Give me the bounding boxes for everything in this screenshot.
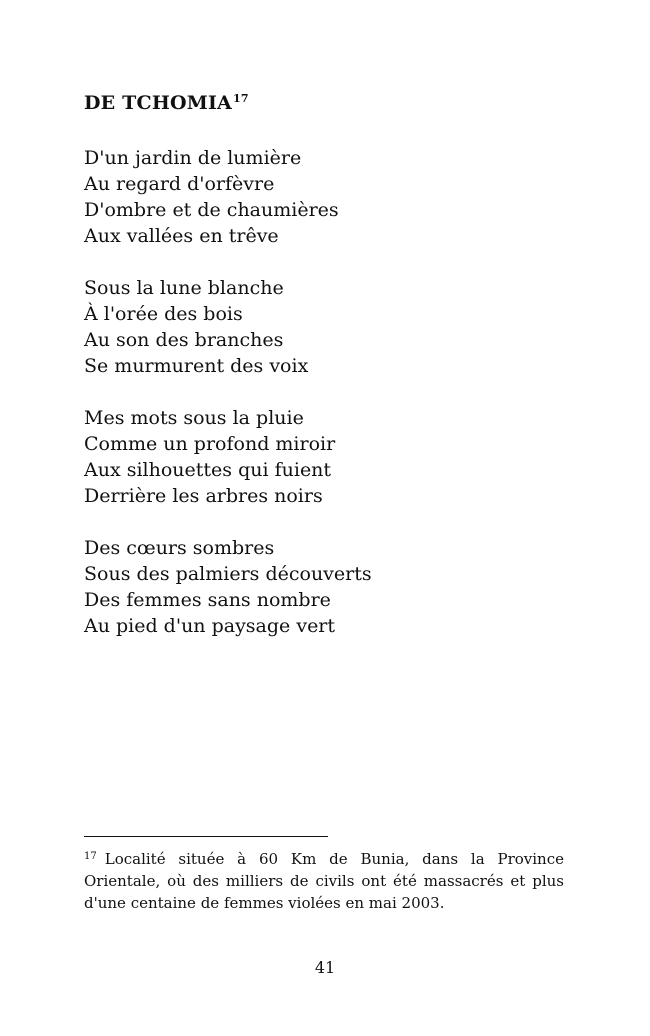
poem-line: Mes mots sous la pluie xyxy=(84,407,304,429)
poem-line: Aux silhouettes qui fuient xyxy=(84,459,332,481)
poem-line: Des cœurs sombres xyxy=(84,537,275,559)
footnote xyxy=(84,846,564,914)
stanza xyxy=(84,145,564,249)
stanza xyxy=(84,405,564,509)
poem-line: D'ombre et de chaumières xyxy=(84,199,339,221)
poem-line: Au pied d'un paysage vert xyxy=(84,615,336,637)
stanza xyxy=(84,275,564,379)
poem-line: Se murmurent des voix xyxy=(84,355,309,377)
footnote-text: Localité située à 60 Km de Bunia, dans la Province Orientale, où des milliers de civils ont été massacrés et plus d'une centaine de femmes violées en mai 2003. xyxy=(84,850,564,912)
poem-line: Derrière les arbres noirs xyxy=(84,485,323,507)
poem-line: Des femmes sans nombre xyxy=(84,589,331,611)
poem-title xyxy=(84,92,249,114)
footnote-reference: 17 xyxy=(233,92,249,105)
poem-line: Sous la lune blanche xyxy=(84,277,284,299)
poem-line: D'un jardin de lumière xyxy=(84,147,302,169)
poem-line: Au son des branches xyxy=(84,329,284,351)
poem-line: Au regard d'orfèvre xyxy=(84,173,275,195)
poem-line: Sous des palmiers découverts xyxy=(84,563,372,585)
poem-line: Aux vallées en trêve xyxy=(84,225,279,247)
poem-line: À l'orée des bois xyxy=(84,303,243,325)
poem-title-text: DE TCHOMIA xyxy=(84,92,232,114)
page-number: 41 xyxy=(314,958,336,977)
poem-line: Comme un profond miroir xyxy=(84,433,336,455)
footnote-marker: 17 xyxy=(84,851,97,862)
poem-body xyxy=(84,145,564,665)
footnote-divider xyxy=(84,836,328,837)
stanza xyxy=(84,535,564,639)
